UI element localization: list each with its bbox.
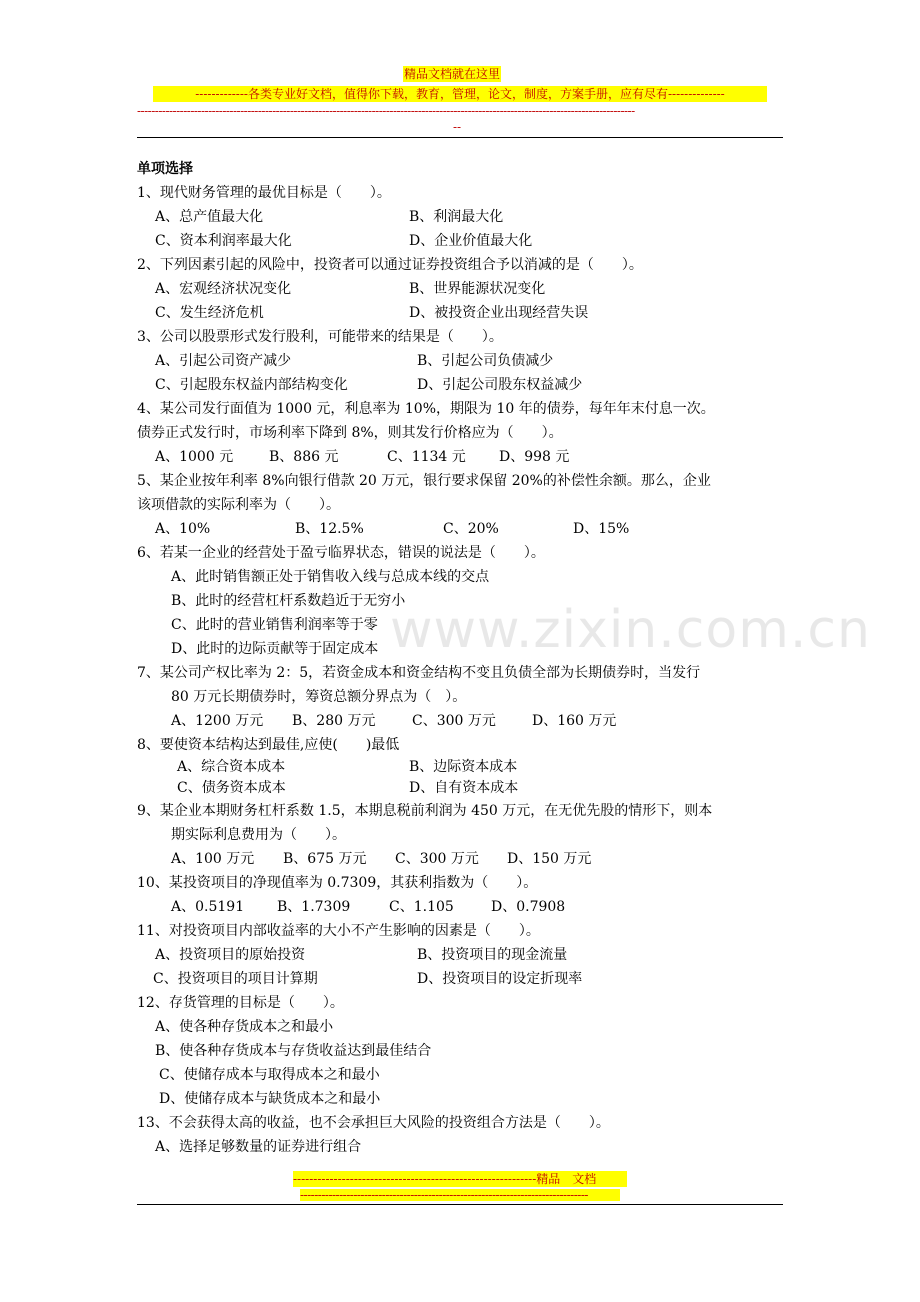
option: D、自有资本成本 [409, 780, 519, 796]
question-stem: 8、要使资本结构达到最佳,应使( )最低 [137, 737, 400, 753]
option: C、引起股东权益内部结构变化 [155, 377, 348, 393]
option: A、引起公司资产减少 [155, 353, 292, 369]
option: B、886 元 [269, 449, 339, 465]
option: D、0.7908 [491, 899, 566, 915]
option-row [137, 205, 797, 229]
question-stem: 7、某公司产权比率为 2：5，若资金成本和资金结构不变且负债全部为长期债券时，当发行 [137, 665, 701, 681]
footer-brand-line: ------------------------------------------------------------精品 文档 [293, 1171, 627, 1187]
option: D、此时的边际贡献等于固定成本 [171, 641, 379, 657]
option-row [137, 757, 797, 778]
option-row [137, 709, 797, 733]
option-row [137, 895, 797, 919]
question-stem-cont: 该项借款的实际利率为（ ）。 [137, 497, 340, 513]
option: B、边际资本成本 [409, 759, 518, 775]
option-row [137, 517, 797, 541]
option-row [137, 778, 797, 799]
question-stem: 10、某投资项目的净现值率为 0.7309，其获利指数为（ ）。 [137, 875, 538, 891]
option: B、引起公司负债减少 [417, 353, 554, 369]
question-stem: 6、若某一企业的经营处于盈亏临界状态，错误的说法是（ ）。 [137, 545, 545, 561]
option: A、投资项目的原始投资 [155, 947, 306, 963]
option: C、投资项目的项目计算期 [153, 971, 318, 987]
question-stem: 1、现代财务管理的最优目标是（ ）。 [137, 185, 391, 201]
question-stem: 9、某企业本期财务杠杆系数 1.5，本期息税前利润为 450 万元，在无优先股的情形下，则本 [137, 803, 713, 819]
option: C、债务资本成本 [177, 780, 286, 796]
question-stem-cont: 债券正式发行时，市场利率下降到 8%，则其发行价格应为（ ）。 [137, 425, 563, 441]
option: A、0.5191 [171, 899, 245, 915]
option: B、12.5% [295, 521, 364, 537]
option: D、企业价值最大化 [409, 233, 533, 249]
option: C、资本利润率最大化 [155, 233, 292, 249]
header-rule [137, 137, 783, 138]
option-row [137, 967, 797, 991]
option: A、使各种存货成本之和最小 [155, 1019, 334, 1035]
option: B、此时的经营杠杆系数趋近于无穷小 [171, 593, 406, 609]
question-stem-cont: 80 万元长期债券时，筹资总额分界点为（ ）。 [171, 689, 467, 705]
option: B、280 万元 [292, 713, 376, 729]
header-tagline: -------------各类专业好文档，值得你下载，教育，管理，论文，制度，方案手册，应有尽有-------------- [153, 86, 767, 102]
option: A、选择足够数量的证券进行组合 [155, 1139, 362, 1155]
option-row [137, 847, 797, 871]
option: B、使各种存货成本与存货收益达到最佳结合 [155, 1043, 432, 1059]
option: D、投资项目的设定折现率 [417, 971, 583, 987]
header-dash-tail: -- [453, 120, 462, 134]
question-stem: 11、对投资项目内部收益率的大小不产生影响的因素是（ ）。 [137, 923, 540, 939]
option: C、1134 元 [387, 449, 466, 465]
header-dash-line: -------------------------------------------------------------------------------------------------------------------------------------------- [137, 104, 635, 118]
option-row [137, 301, 797, 325]
option: D、998 元 [499, 449, 570, 465]
option: A、1000 元 [155, 449, 234, 465]
option-row [137, 943, 797, 967]
question-stem: 4、某公司发行面值为 1000 元，利息率为 10%，期限为 10 年的债券，每年年末付息一次。 [137, 401, 715, 417]
option: C、300 万元 [412, 713, 496, 729]
footer-dash-line: --------------------------------------------------------------------------------- [300, 1189, 620, 1201]
option: C、20% [443, 521, 499, 537]
option-row [137, 349, 797, 373]
option: D、被投资企业出现经营失误 [409, 305, 589, 321]
question-stem: 12、存货管理的目标是（ ）。 [137, 995, 344, 1011]
option: A、综合资本成本 [177, 759, 286, 775]
option-row [137, 277, 797, 301]
question-stem: 13、不会获得太高的收益，也不会承担巨大风险的投资组合方法是（ ）。 [137, 1115, 610, 1131]
option: A、100 万元 [171, 851, 255, 867]
option: B、投资项目的现金流量 [417, 947, 568, 963]
header-title: 精品文档就在这里 [404, 67, 501, 81]
question-stem-cont: 期实际利息费用为（ ）。 [171, 827, 346, 843]
option: D、15% [573, 521, 630, 537]
option: D、使储存成本与缺货成本之和最小 [159, 1091, 381, 1107]
question-stem: 2、下列因素引起的风险中，投资者可以通过证券投资组合予以消减的是（ ）。 [137, 257, 643, 273]
option: C、此时的营业销售利润率等于零 [171, 617, 378, 633]
option: A、1200 万元 [171, 713, 264, 729]
option: D、160 万元 [532, 713, 617, 729]
option: B、675 万元 [283, 851, 367, 867]
option: A、总产值最大化 [155, 209, 264, 225]
option: C、发生经济危机 [155, 305, 264, 321]
option: A、此时销售额正处于销售收入线与总成本线的交点 [171, 569, 490, 585]
option: C、使储存成本与取得成本之和最小 [159, 1067, 380, 1083]
option: B、世界能源状况变化 [409, 281, 546, 297]
option-row [137, 373, 797, 397]
section-title: 单项选择 [137, 161, 193, 177]
option: C、300 万元 [395, 851, 479, 867]
question-stem: 3、公司以股票形式发行股利，可能带来的结果是（ ）。 [137, 329, 503, 345]
option-row [137, 229, 797, 253]
footer-rule [137, 1204, 783, 1205]
option: D、引起公司股东权益减少 [417, 377, 583, 393]
option: A、宏观经济状况变化 [155, 281, 292, 297]
option: B、1.7309 [277, 899, 351, 915]
option: D、150 万元 [507, 851, 592, 867]
question-stem: 5、某企业按年利率 8%向银行借款 20 万元，银行要求保留 20%的补偿性余额。那么，企业 [137, 473, 711, 489]
option-row [137, 445, 797, 469]
option: A、10% [155, 521, 211, 537]
option: B、利润最大化 [409, 209, 504, 225]
option: C、1.105 [389, 899, 454, 915]
watermark: www.zixin.com.cn [390, 600, 871, 660]
question-list [137, 157, 797, 1159]
